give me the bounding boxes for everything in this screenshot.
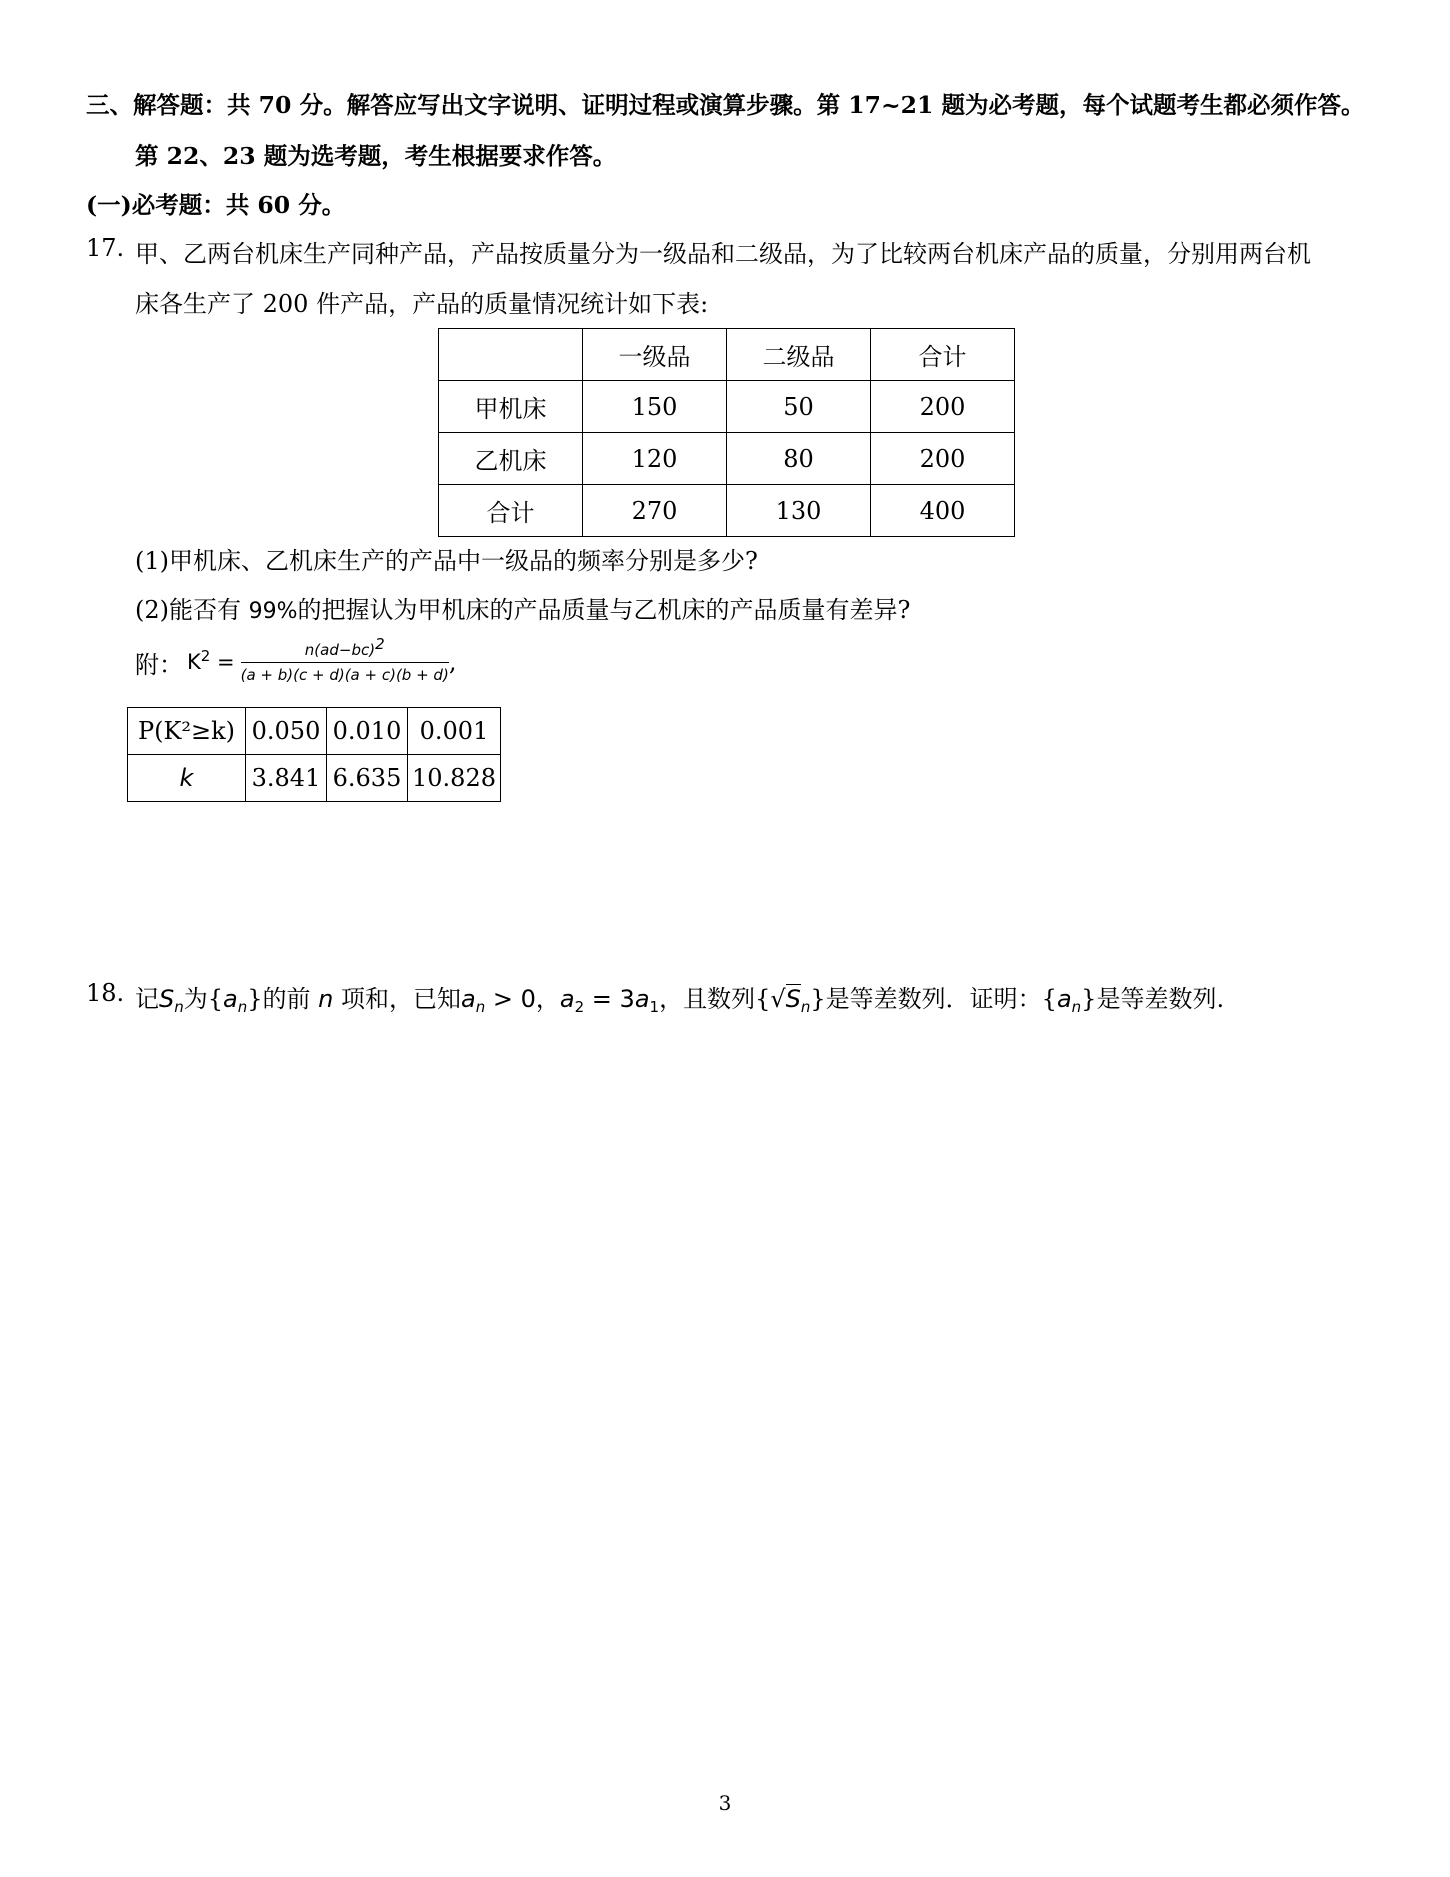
q17-sub2-percent: 99% [248,599,298,624]
q17-quality-table [438,328,1015,537]
q17-sub1: (1)甲机床、乙机床生产的产品中一级品的频率分别是多少? [135,547,758,575]
appendix-label: 附： [135,650,183,679]
table-row [128,755,501,802]
table-header-cell: 一级品 [583,329,727,381]
page-number: 3 [718,1791,732,1815]
table-row [439,485,1015,537]
formula-denominator: (a + b)(c + d)(a + c)(b + d) [240,665,449,684]
table-cell: 200 [871,381,1015,433]
q17-text-line1: 甲、乙两台机床生产同种产品，产品按质量分为一级品和二级品，为了比较两台机床产品的质量，分别用两台机 [135,240,1311,268]
table-row [439,433,1015,485]
table-cell: 0.010 [327,708,408,755]
table-cell: 3.841 [246,755,327,802]
table-cell: 甲机床 [439,381,583,433]
formula-fraction [240,634,449,684]
q17-text-line2: 床各生产了 200 件产品，产品的质量情况统计如下表: [135,290,709,318]
table-cell: 50 [727,381,871,433]
q17-sub2-suffix: 的把握认为甲机床的产品质量与乙机床的产品质量有差异? [297,596,911,624]
table-row [128,708,501,755]
q18-number: 18. [86,979,125,1007]
table-cell: 400 [871,485,1015,537]
table-cell: 乙机床 [439,433,583,485]
formula-numerator: $n(ad-bc)^2$ [241,641,449,663]
q17-number: 17. [86,234,125,262]
table-header-cell [439,329,583,381]
table-row [439,381,1015,433]
part1-heading: (一)必考题：共 60 分。 [86,191,346,219]
table-cell: P(K²≥k) [128,708,246,755]
q18-text: 记$S_n$为$\{a_n\}$的前 n 项和，已知$a_n > 0$，$a_2 = 3a_1$，且数列$\{√S_n\}$是等差数列．证明：$\{a_n\}$是等差数列. [135,985,1225,1016]
table-cell: 合计 [439,485,583,537]
table-cell: 0.050 [246,708,327,755]
q17-sub2-prefix: (2)能否有 [135,596,249,624]
table-cell: k [128,755,246,802]
table-cell: 6.635 [327,755,408,802]
table-cell: 270 [583,485,727,537]
k2-formula [135,634,457,687]
table-cell: 80 [727,433,871,485]
table-cell: 150 [583,381,727,433]
table-cell: 130 [727,485,871,537]
table-header-cell: 二级品 [727,329,871,381]
section-heading-line1: 三、解答题：共 70 分。解答应写出文字说明、证明过程或演算步骤。第 17~21 题为必考题，每个试题考生都必须作答。 [86,91,1365,119]
table-cell: 0.001 [408,708,501,755]
critical-value-table [127,707,501,802]
table-cell: 10.828 [408,755,501,802]
formula-lhs: $K^2$ = [187,647,235,674]
section-heading-line2: 第 22、23 题为选考题，考生根据要求作答。 [135,142,617,170]
table-cell: 120 [583,433,727,485]
q17-sub2 [135,590,910,625]
table-cell: 200 [871,433,1015,485]
table-header-cell: 合计 [871,329,1015,381]
formula-tail: , [448,648,457,676]
